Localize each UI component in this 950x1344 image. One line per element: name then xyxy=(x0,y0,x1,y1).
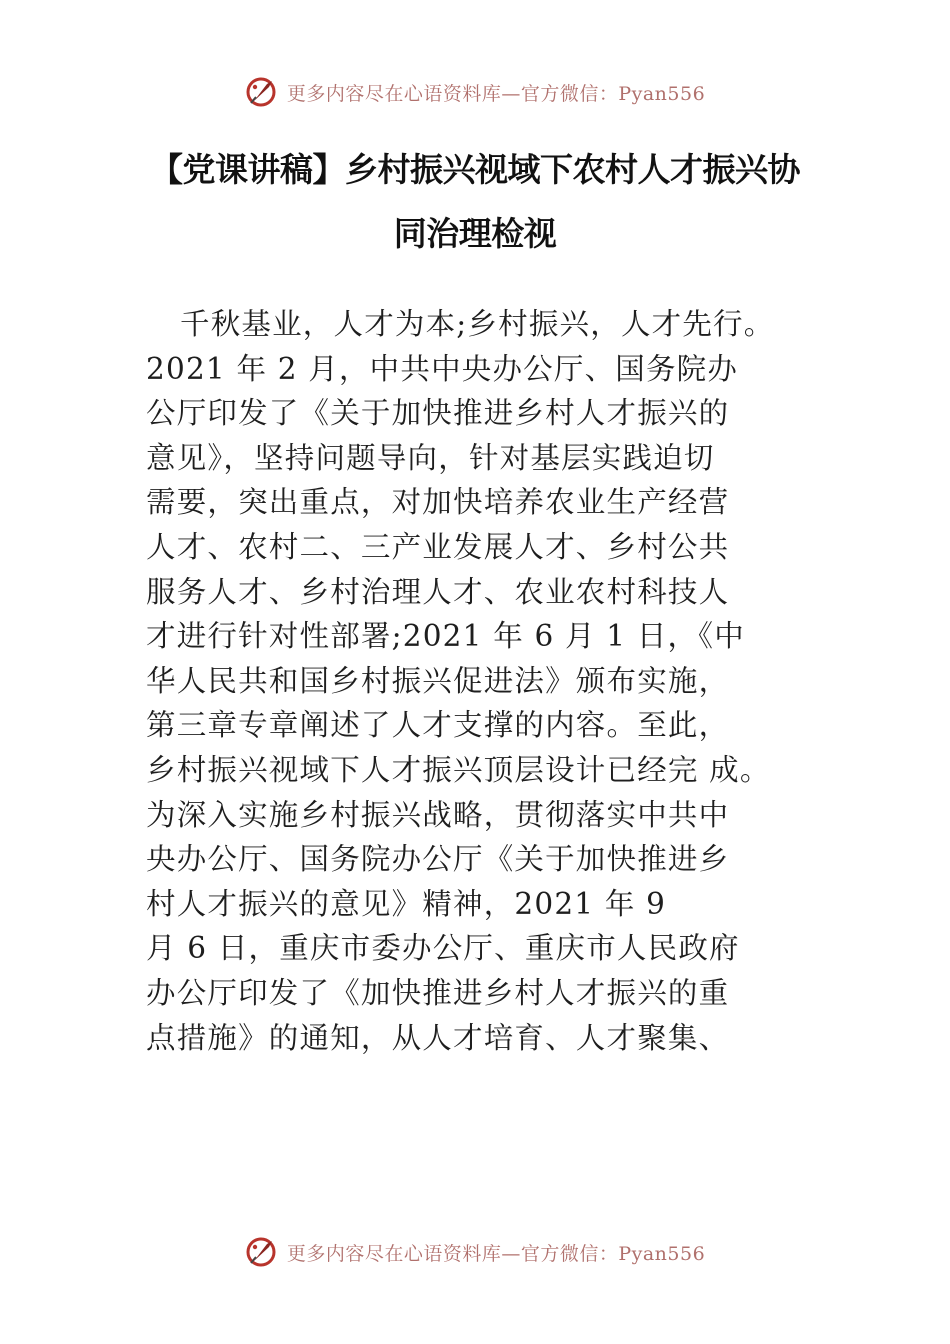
document-title xyxy=(100,138,850,266)
title-line: 【党课讲稿】乡村振兴视域下农村人才振兴协 xyxy=(150,150,800,189)
body-line: 需要，突出重点，对加快培养农业生产经营 xyxy=(146,485,730,520)
body-line: 村人才振兴的意见》精神，2021 年 9 xyxy=(146,886,667,921)
body-line: 2021 年 2 月，中共中央办公厅、国务院办 xyxy=(146,351,739,386)
title-line: 同治理检视 xyxy=(393,214,557,253)
body-line: 央办公厅、国务院办公厅《关于加快推进乡 xyxy=(146,842,730,877)
body-line: 乡村振兴视域下人才振兴顶层设计已经完 成。 xyxy=(146,752,771,787)
header-banner-text: 更多内容尽在心语资料库—官方微信：Pyan556 xyxy=(286,82,706,105)
body-line: 为深入实施乡村振兴战略，贯彻落实中共中 xyxy=(146,797,730,832)
body-line: 服务人才、乡村治理人才、农业农村科技人 xyxy=(146,574,730,609)
quill-pen-logo-icon xyxy=(245,1235,279,1269)
body-line: 办公厅印发了《加快推进乡村人才振兴的重 xyxy=(146,975,730,1010)
quill-pen-logo-icon xyxy=(245,75,279,109)
body-line: 公厅印发了《关于加快推进乡村人才振兴的 xyxy=(146,396,730,431)
body-line: 月 6 日，重庆市委办公厅、重庆市人民政府 xyxy=(146,931,740,966)
body-line: 人才、农村二、三产业发展人才、乡村公共 xyxy=(146,529,730,564)
body-line: 千秋基业，人才为本;乡村振兴，人才先行。 xyxy=(180,307,775,341)
body-line: 第三章专章阐述了人才支撑的内容。至此， xyxy=(146,708,730,743)
document-body xyxy=(146,302,826,1060)
body-line: 华人民共和国乡村振兴促进法》颁布实施， xyxy=(146,663,730,698)
footer-banner-text: 更多内容尽在心语资料库—官方微信：Pyan556 xyxy=(286,1242,706,1265)
body-line: 点措施》的通知，从人才培育、人才聚集、 xyxy=(146,1020,730,1055)
body-line: 意见》，坚持问题导向，针对基层实践迫切 xyxy=(146,440,715,475)
footer-banner xyxy=(0,1230,950,1274)
body-line: 才进行针对性部署;2021 年 6 月 1 日，《中 xyxy=(146,619,745,654)
header-banner xyxy=(0,70,950,114)
